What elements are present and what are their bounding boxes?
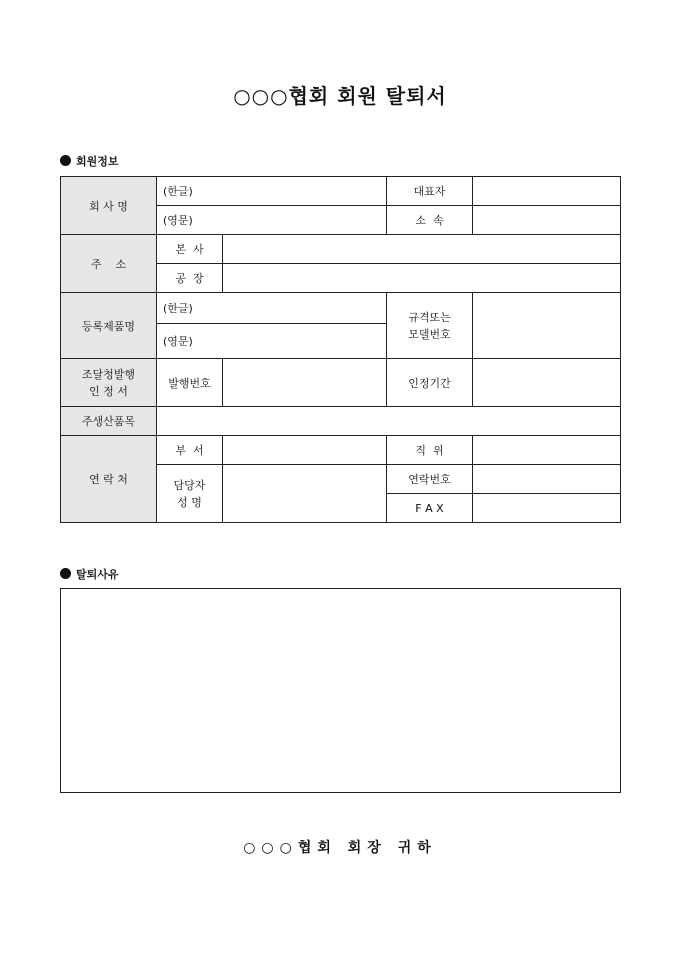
department-field[interactable] (223, 436, 387, 465)
fax-label: F A X (387, 494, 473, 523)
product-name-korean-field[interactable]: (한글) (157, 293, 387, 324)
closing-addressee: ○○○협회 회장 귀하 (243, 840, 437, 856)
main-products-field[interactable] (157, 407, 621, 436)
product-name-english-field[interactable]: (영문) (157, 324, 387, 359)
cert-period-field[interactable] (473, 359, 621, 407)
main-products-label: 주생산품목 (61, 407, 157, 436)
contact-person-field[interactable] (223, 465, 387, 523)
section-heading-withdrawal-reason (60, 566, 119, 582)
representative-field[interactable] (473, 177, 621, 206)
contact-label: 연 락 처 (61, 436, 157, 523)
affiliation-label: 소 속 (387, 206, 473, 235)
position-label: 직 위 (387, 436, 473, 465)
fax-field[interactable] (473, 494, 621, 523)
address-label: 주 소 (61, 235, 157, 293)
model-field[interactable] (473, 293, 621, 359)
issue-number-label: 발행번호 (157, 359, 223, 407)
representative-label: 대표자 (387, 177, 473, 206)
contact-person-label: 담당자 성 명 (157, 465, 223, 523)
affiliation-field[interactable] (473, 206, 621, 235)
department-label: 부 서 (157, 436, 223, 465)
withdrawal-reason-field[interactable] (60, 588, 621, 793)
issue-number-field[interactable] (223, 359, 387, 407)
company-name-label: 회 사 명 (61, 177, 157, 235)
phone-label: 연락번호 (387, 465, 473, 494)
factory-address-field[interactable] (223, 264, 621, 293)
cert-period-label: 인정기간 (387, 359, 473, 407)
bullet-icon (60, 568, 71, 579)
model-label: 규격또는 모델번호 (387, 293, 473, 359)
phone-field[interactable] (473, 465, 621, 494)
product-name-label: 등록제품명 (61, 293, 157, 359)
factory-label: 공 장 (157, 264, 223, 293)
page-title: ○○○협회 회원 탈퇴서 (233, 84, 447, 108)
hq-label: 본 사 (157, 235, 223, 264)
member-info-table (60, 176, 621, 523)
position-field[interactable] (473, 436, 621, 465)
section-heading-label: 탈퇴사유 (76, 568, 119, 581)
bullet-icon (60, 155, 71, 166)
section-heading-member-info (60, 153, 119, 169)
company-name-english-field[interactable]: (영문) (157, 206, 387, 235)
hq-address-field[interactable] (223, 235, 621, 264)
company-name-korean-field[interactable]: (한글) (157, 177, 387, 206)
procurement-cert-label: 조달청발행 인 정 서 (61, 359, 157, 407)
section-heading-label: 회원정보 (76, 155, 119, 168)
